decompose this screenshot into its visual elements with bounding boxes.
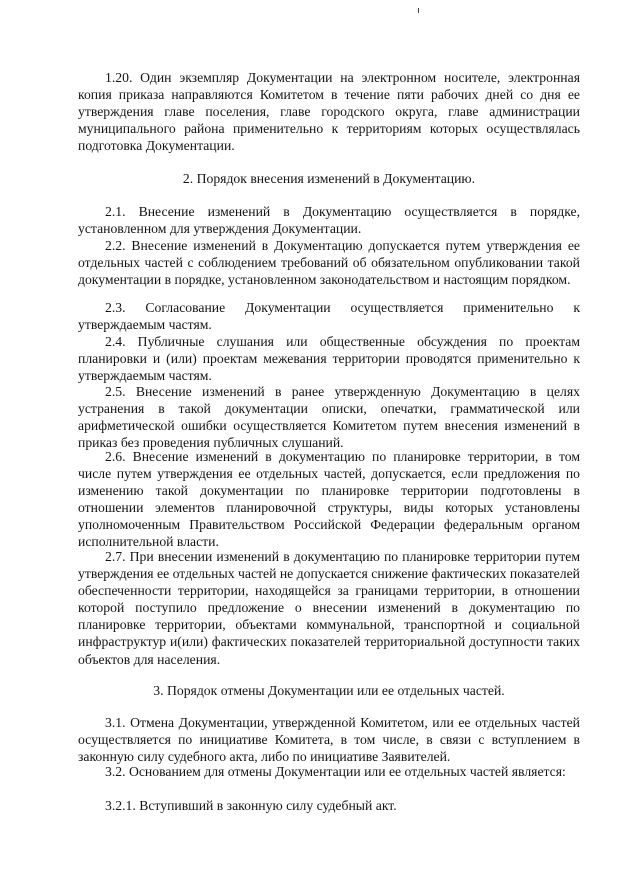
paragraph-2-3: 2.3. Согласование Документации осуществляется применительно к утверждаемым частям. bbox=[78, 300, 580, 333]
paragraph-3-2-1: 3.2.1. Вступивший в законную силу судебный акт. bbox=[105, 798, 397, 813]
paragraph-2-2: 2.2. Внесение изменений в Документацию допускается путем утверждения ее отдельных частей с соблюдением требований об обязательном опубликовании такой документации в порядке, установленном законодательством и настоящим порядком. bbox=[78, 238, 580, 288]
paragraph-2-6: 2.6. Внесение изменений в документацию по планировке территории, в том числе путем утверждения ее отдельных частей, допускается, если предложения по изменению такой документации по планировке территории подготовлены в отношении элементов планировочной структуры, виды которых установлены уполномоченным Правительством Российской Федерации федеральным органом исполнительной власти. bbox=[78, 449, 580, 550]
paragraph-2-5: 2.5. Внесение изменений в ранее утвержденную Документацию в целях устранения в такой документации описки, опечатки, грамматической или арифметической ошибки осуществляется Комитетом путем внесения изменений в приказ без проведения публичных слушаний. bbox=[78, 384, 580, 451]
paragraph-2-7: 2.7. При внесении изменений в документацию по планировке территории путем утверждения ее отдельных частей не допускается снижение фактических показателей обеспеченности территории, находящейся за границами территории, в отношении которой поступило предложение о внесении изменений в документацию по планировке территории, объектами коммунальной, транспортной и социальной инфраструктур и(или) фактических показателей территориальной доступности таких объектов для населения. bbox=[78, 549, 580, 667]
scan-mark bbox=[418, 8, 419, 13]
paragraph-3-2: 3.2. Основанием для отмены Документации или ее отдельных частей является: bbox=[105, 764, 566, 779]
paragraph-2-1: 2.1. Внесение изменений в Документацию осуществляется в порядке, установленном для утверждения Документации. bbox=[78, 204, 580, 237]
paragraph-1-20: 1.20. Один экземпляр Документации на электронном носителе, электронная копия приказа направляются Комитетом в течение пяти рабочих дней со дня ее утверждения главе поселения, главе городского округа, главе администрации муниципального района применительно к территориям которых осуществлялась подготовка Документации. bbox=[78, 70, 580, 154]
paragraph-2-4: 2.4. Публичные слушания или общественные обсуждения по проектам планировки и (или) проектам межевания территории проводятся применительно к утверждаемым частям. bbox=[78, 334, 580, 384]
section-2-heading: 2. Порядок внесения изменений в Документацию. bbox=[182, 171, 476, 186]
section-3-heading: 3. Порядок отмены Документации или ее отдельных частей. bbox=[153, 683, 505, 698]
paragraph-3-1: 3.1. Отмена Документации, утвержденной Комитетом, или ее отдельных частей осуществляется по инициативе Комитета, в том числе, в связи с вступлением в законную силу судебного акта, либо по инициативе Заявителей. bbox=[78, 715, 580, 765]
